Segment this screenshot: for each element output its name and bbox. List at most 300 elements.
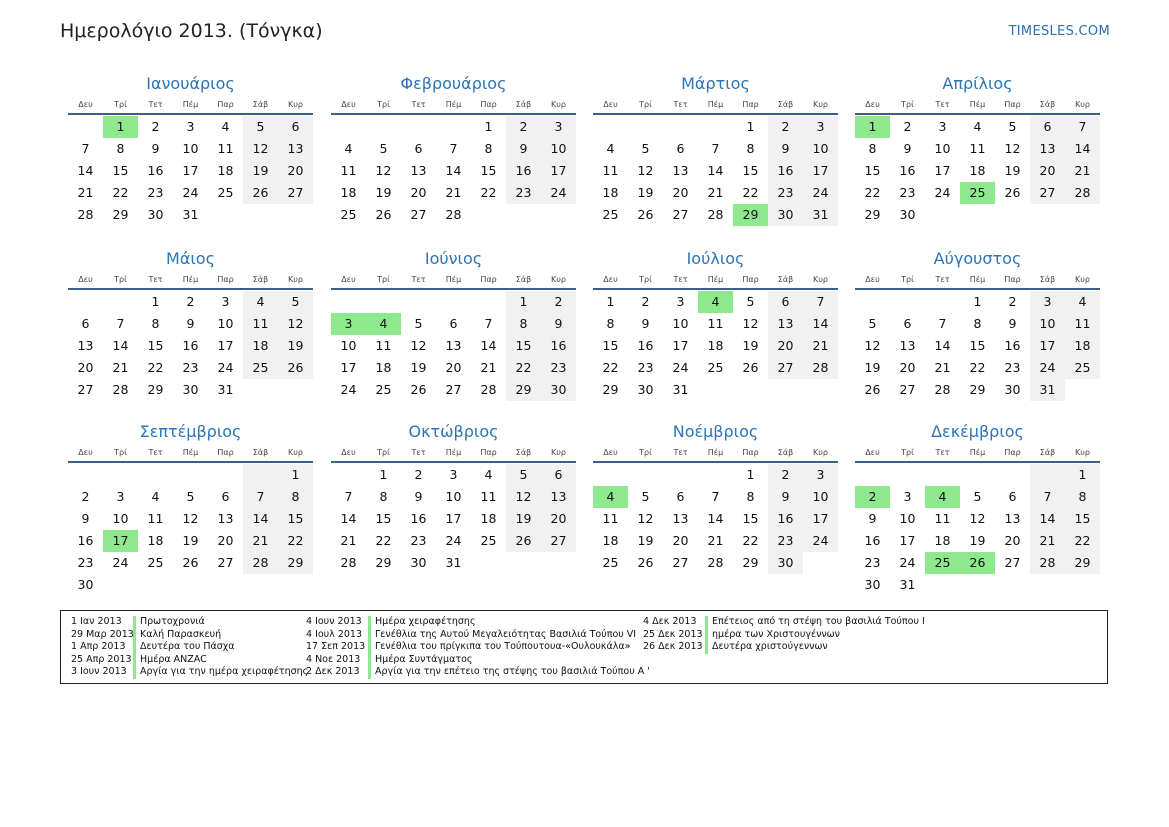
day-grid — [68, 116, 313, 226]
weekday-header — [331, 272, 576, 290]
day-cell: 4 — [243, 291, 278, 313]
weekday-label: Παρ — [480, 100, 497, 109]
legend-holiday-name: Γενέθλια της Αυτού Μεγαλειότητας Βασιλιά Τούπου VI — [368, 629, 636, 642]
empty-cell — [593, 116, 628, 138]
legend-item — [306, 616, 650, 629]
day-cell: 13 — [768, 313, 803, 335]
day-cell: 9 — [506, 138, 541, 160]
month-name: Αύγουστος — [933, 249, 1022, 268]
weekday-label: Κυρ — [1075, 275, 1090, 284]
day-cell: 28 — [803, 357, 838, 379]
day-cell: 10 — [112, 511, 129, 526]
empty-cell — [995, 464, 1030, 486]
weekday-label: Τετ — [673, 448, 688, 457]
day-cell: 3 — [803, 116, 838, 138]
day-cell: 21 — [445, 185, 462, 200]
weekday-label: Σάβ — [515, 448, 532, 457]
weekday-label: Πέμ — [969, 448, 986, 457]
day-cell: 4 — [606, 141, 615, 156]
day-cell: 28 — [480, 382, 497, 397]
day-cell: 27 — [217, 555, 234, 570]
empty-cell — [960, 464, 995, 486]
day-cell: 24 — [541, 182, 576, 204]
weekday-label: Σάβ — [777, 275, 794, 284]
day-cell: 23 — [506, 182, 541, 204]
weekday-label: Πέμ — [707, 448, 724, 457]
weekday-label: Τετ — [148, 275, 163, 284]
day-cell: 6 — [676, 489, 685, 504]
day-cell: 9 — [151, 141, 160, 156]
day-cell: 23 — [182, 360, 199, 375]
day-cell: 6 — [449, 316, 458, 331]
day-cell: 29 — [1065, 552, 1100, 574]
holiday-day-cell: 1 — [103, 116, 138, 138]
month-block — [68, 248, 313, 401]
day-cell: 26 — [243, 182, 278, 204]
day-cell: 14 — [707, 511, 724, 526]
legend-item — [643, 641, 925, 654]
day-cell: 1 — [1065, 464, 1100, 486]
empty-cell — [103, 291, 138, 313]
legend-holiday-name: Επέτειος από τη στέψη του βασιλιά Τούπου I — [705, 616, 925, 629]
day-cell: 9 — [768, 486, 803, 508]
weekday-label: Πέμ — [445, 100, 462, 109]
weekday-header — [593, 445, 838, 463]
day-cell: 18 — [602, 533, 619, 548]
day-cell: 13 — [445, 338, 462, 353]
day-cell: 5 — [243, 116, 278, 138]
day-cell: 19 — [506, 508, 541, 530]
day-cell: 30 — [899, 207, 916, 222]
month-block — [68, 421, 313, 596]
day-cell: 6 — [1030, 116, 1065, 138]
day-cell: 8 — [746, 141, 755, 156]
day-cell: 7 — [243, 486, 278, 508]
holiday-legend — [60, 610, 1108, 684]
day-cell: 6 — [676, 141, 685, 156]
day-cell: 1 — [379, 467, 388, 482]
month-name: Ιούλιος — [686, 249, 745, 268]
day-cell: 6 — [81, 316, 90, 331]
day-cell: 9 — [868, 511, 877, 526]
day-cell: 21 — [803, 335, 838, 357]
day-cell: 9 — [768, 138, 803, 160]
day-cell: 1 — [506, 291, 541, 313]
day-cell: 30 — [768, 552, 803, 574]
day-cell: 17 — [182, 163, 199, 178]
day-cell: 22 — [480, 185, 497, 200]
weekday-label: Τετ — [935, 448, 950, 457]
day-cell: 23 — [864, 555, 881, 570]
legend-date: 4 Νοε 2013 — [306, 653, 361, 665]
weekday-label: Τετ — [411, 100, 426, 109]
weekday-label: Κυρ — [288, 100, 303, 109]
day-grid — [593, 116, 838, 226]
day-cell: 3 — [938, 119, 947, 134]
weekday-label: Σάβ — [1039, 448, 1056, 457]
month-name: Φεβρουάριος — [400, 74, 507, 93]
legend-item — [71, 616, 308, 629]
day-grid — [331, 291, 576, 401]
month-name: Οκτώβριος — [408, 422, 499, 441]
day-cell: 5 — [746, 294, 755, 309]
day-cell: 9 — [414, 489, 423, 504]
legend-date: 17 Σεπ 2013 — [306, 641, 366, 652]
day-cell: 5 — [973, 489, 982, 504]
day-cell: 8 — [868, 141, 877, 156]
day-cell: 12 — [637, 163, 654, 178]
day-cell: 25 — [340, 207, 357, 222]
day-cell: 6 — [903, 316, 912, 331]
day-cell: 26 — [278, 357, 313, 379]
legend-holiday-name: Ημέρα Συντάγματος — [368, 654, 472, 667]
day-cell: 11 — [375, 338, 392, 353]
day-cell: 18 — [243, 335, 278, 357]
day-cell: 17 — [445, 511, 462, 526]
day-cell: 29 — [506, 379, 541, 401]
empty-cell — [68, 291, 103, 313]
empty-cell — [698, 464, 733, 486]
day-cell: 30 — [768, 204, 803, 226]
weekday-label: Τρί — [114, 100, 127, 109]
day-cell: 15 — [112, 163, 129, 178]
day-cell: 3 — [449, 467, 458, 482]
day-cell: 17 — [672, 338, 689, 353]
month-name: Δεκέμβριος — [931, 422, 1024, 441]
legend-date: 2 Δεκ 2013 — [306, 666, 360, 677]
day-cell: 15 — [742, 511, 759, 526]
day-cell: 28 — [243, 552, 278, 574]
day-cell: 15 — [864, 163, 881, 178]
day-cell: 27 — [278, 182, 313, 204]
day-cell: 13 — [410, 163, 427, 178]
month-name: Νοέμβριος — [672, 422, 759, 441]
day-cell: 16 — [77, 533, 94, 548]
weekday-label: Τετ — [673, 275, 688, 284]
day-cell: 30 — [77, 577, 94, 592]
weekday-label: Τετ — [148, 100, 163, 109]
day-cell: 6 — [541, 464, 576, 486]
day-cell: 26 — [1004, 185, 1021, 200]
day-cell: 20 — [1004, 533, 1021, 548]
holiday-day-cell: 29 — [733, 204, 768, 226]
day-cell: 28 — [445, 207, 462, 222]
empty-cell — [138, 464, 173, 486]
weekday-label: Δευ — [78, 100, 93, 109]
legend-holiday-name: Πρωτοχρονιά — [133, 616, 205, 629]
day-cell: 9 — [641, 316, 650, 331]
day-cell: 15 — [506, 335, 541, 357]
empty-cell — [68, 464, 103, 486]
day-cell: 11 — [340, 163, 357, 178]
day-cell: 1 — [151, 294, 160, 309]
day-cell: 14 — [340, 511, 357, 526]
day-cell: 16 — [637, 338, 654, 353]
day-cell: 29 — [147, 382, 164, 397]
empty-cell — [925, 464, 960, 486]
day-cell: 14 — [707, 163, 724, 178]
day-cell: 8 — [116, 141, 125, 156]
day-cell: 31 — [1030, 379, 1065, 401]
day-grid — [855, 291, 1100, 401]
weekday-label: Δευ — [78, 275, 93, 284]
day-cell: 18 — [480, 511, 497, 526]
day-cell: 27 — [1004, 555, 1021, 570]
day-cell: 28 — [707, 555, 724, 570]
day-cell: 9 — [903, 141, 912, 156]
day-cell: 4 — [221, 119, 230, 134]
weekday-header — [855, 97, 1100, 115]
day-cell: 26 — [375, 207, 392, 222]
day-cell: 15 — [147, 338, 164, 353]
day-cell: 7 — [484, 316, 493, 331]
day-cell: 19 — [969, 533, 986, 548]
day-cell: 12 — [182, 511, 199, 526]
holiday-day-cell: 25 — [925, 552, 960, 574]
day-cell: 18 — [707, 338, 724, 353]
weekday-label: Τρί — [639, 100, 652, 109]
day-cell: 31 — [899, 577, 916, 592]
day-cell: 21 — [1065, 160, 1100, 182]
day-cell: 13 — [1030, 138, 1065, 160]
legend-holiday-name: Δευτέρα χριστούγεννων — [705, 641, 828, 654]
day-cell: 23 — [147, 185, 164, 200]
weekday-label: Τετ — [673, 100, 688, 109]
day-cell: 19 — [375, 185, 392, 200]
day-cell: 7 — [938, 316, 947, 331]
day-cell: 26 — [864, 382, 881, 397]
day-cell: 2 — [768, 116, 803, 138]
day-cell: 11 — [707, 316, 724, 331]
weekday-label: Δευ — [865, 100, 880, 109]
day-cell: 20 — [672, 185, 689, 200]
day-cell: 13 — [77, 338, 94, 353]
legend-item — [71, 666, 308, 679]
day-cell: 9 — [186, 316, 195, 331]
day-cell: 30 — [147, 207, 164, 222]
day-cell: 11 — [602, 163, 619, 178]
day-grid — [855, 116, 1100, 226]
weekday-label: Παρ — [742, 448, 759, 457]
day-cell: 18 — [934, 533, 951, 548]
day-cell: 6 — [278, 116, 313, 138]
day-cell: 21 — [934, 360, 951, 375]
day-cell: 25 — [602, 207, 619, 222]
empty-cell — [401, 291, 436, 313]
weekday-label: Πέμ — [969, 100, 986, 109]
day-cell: 31 — [672, 382, 689, 397]
month-block — [331, 73, 576, 226]
legend-item — [71, 654, 308, 667]
holiday-day-cell: 4 — [925, 486, 960, 508]
legend-holiday-name: Αργία για την επέτειο της στέψης του βασιλιά Τούπου Α ' — [368, 666, 650, 679]
day-cell: 12 — [637, 511, 654, 526]
day-cell: 19 — [182, 533, 199, 548]
day-cell: 2 — [151, 119, 160, 134]
day-cell: 28 — [1065, 182, 1100, 204]
weekday-label: Τρί — [377, 100, 390, 109]
day-cell: 17 — [541, 160, 576, 182]
day-cell: 10 — [803, 486, 838, 508]
day-cell: 28 — [112, 382, 129, 397]
day-cell: 17 — [803, 160, 838, 182]
weekday-label: Δευ — [341, 448, 356, 457]
day-cell: 3 — [903, 489, 912, 504]
day-cell: 12 — [969, 511, 986, 526]
day-cell: 6 — [221, 489, 230, 504]
day-cell: 26 — [637, 207, 654, 222]
weekday-label: Κυρ — [1075, 100, 1090, 109]
weekday-header — [593, 97, 838, 115]
day-cell: 17 — [217, 338, 234, 353]
day-cell: 14 — [480, 338, 497, 353]
legend-holiday-name: Δευτέρα του Πάσχα — [133, 641, 235, 654]
day-cell: 24 — [803, 182, 838, 204]
holiday-day-cell: 1 — [855, 116, 890, 138]
day-cell: 8 — [484, 141, 493, 156]
day-cell: 18 — [602, 185, 619, 200]
day-cell: 30 — [637, 382, 654, 397]
holiday-day-cell: 4 — [698, 291, 733, 313]
weekday-label: Τρί — [901, 275, 914, 284]
day-grid — [331, 464, 576, 574]
day-cell: 22 — [969, 360, 986, 375]
day-cell: 27 — [445, 382, 462, 397]
day-cell: 19 — [864, 360, 881, 375]
day-cell: 24 — [672, 360, 689, 375]
day-cell: 25 — [602, 555, 619, 570]
month-name: Μάιος — [166, 249, 215, 268]
day-cell: 5 — [641, 489, 650, 504]
day-cell: 16 — [899, 163, 916, 178]
month-block — [855, 421, 1100, 596]
month-block — [68, 73, 313, 226]
day-cell: 13 — [672, 163, 689, 178]
legend-date: 4 Ιουν 2013 — [306, 616, 362, 627]
day-cell: 14 — [803, 313, 838, 335]
empty-cell — [663, 464, 698, 486]
day-cell: 17 — [934, 163, 951, 178]
legend-holiday-name: Καλή Παρασκευή — [133, 629, 221, 642]
empty-cell — [436, 291, 471, 313]
weekday-label: Τρί — [639, 448, 652, 457]
day-cell: 22 — [112, 185, 129, 200]
legend-item — [306, 641, 650, 654]
day-cell: 24 — [217, 360, 234, 375]
day-cell: 2 — [1008, 294, 1017, 309]
day-cell: 5 — [186, 489, 195, 504]
day-cell: 22 — [1065, 530, 1100, 552]
day-cell: 21 — [1030, 530, 1065, 552]
day-cell: 19 — [410, 360, 427, 375]
weekday-label: Σάβ — [1039, 100, 1056, 109]
day-grid — [593, 464, 838, 574]
site-link[interactable]: TIMESLES.COM — [1008, 24, 1110, 39]
weekday-label: Σάβ — [777, 448, 794, 457]
day-cell: 5 — [278, 291, 313, 313]
month-name: Ιανουάριος — [146, 74, 235, 93]
day-cell: 4 — [484, 467, 493, 482]
day-cell: 18 — [147, 533, 164, 548]
day-cell: 15 — [375, 511, 392, 526]
day-cell: 23 — [1004, 360, 1021, 375]
day-cell: 19 — [637, 533, 654, 548]
day-cell: 8 — [379, 489, 388, 504]
day-cell: 2 — [768, 464, 803, 486]
empty-cell — [855, 291, 890, 313]
day-cell: 21 — [480, 360, 497, 375]
day-cell: 16 — [541, 335, 576, 357]
day-cell: 10 — [934, 141, 951, 156]
weekday-label: Τετ — [935, 275, 950, 284]
day-cell: 30 — [864, 577, 881, 592]
empty-cell — [366, 116, 401, 138]
day-cell: 30 — [541, 379, 576, 401]
weekday-label: Σάβ — [515, 100, 532, 109]
day-grid — [593, 291, 838, 401]
day-cell: 10 — [899, 511, 916, 526]
day-cell: 20 — [77, 360, 94, 375]
legend-item — [643, 629, 925, 642]
day-cell: 23 — [637, 360, 654, 375]
day-cell: 15 — [480, 163, 497, 178]
weekday-label: Πέμ — [707, 275, 724, 284]
day-cell: 20 — [445, 360, 462, 375]
weekday-header — [68, 445, 313, 463]
day-cell: 5 — [641, 141, 650, 156]
weekday-label: Κυρ — [551, 448, 566, 457]
day-cell: 13 — [278, 138, 313, 160]
day-cell: 27 — [672, 207, 689, 222]
day-cell: 30 — [410, 555, 427, 570]
day-cell: 23 — [768, 530, 803, 552]
legend-column — [643, 616, 925, 654]
day-cell: 21 — [112, 360, 129, 375]
day-cell: 2 — [641, 294, 650, 309]
weekday-header — [331, 445, 576, 463]
weekday-label: Παρ — [1004, 275, 1021, 284]
weekday-header — [331, 97, 576, 115]
holiday-day-cell: 4 — [593, 486, 628, 508]
weekday-label: Παρ — [217, 100, 234, 109]
day-cell: 14 — [1065, 138, 1100, 160]
empty-cell — [366, 291, 401, 313]
day-cell: 27 — [410, 207, 427, 222]
day-cell: 15 — [602, 338, 619, 353]
legend-holiday-name: Αργία για την ημέρα χειραφέτησης — [133, 666, 308, 679]
weekday-label: Δευ — [341, 100, 356, 109]
day-cell: 22 — [742, 185, 759, 200]
day-cell: 8 — [973, 316, 982, 331]
month-name: Ιούνιος — [424, 249, 483, 268]
day-cell: 4 — [1065, 291, 1100, 313]
day-cell: 24 — [182, 185, 199, 200]
day-cell: 14 — [934, 338, 951, 353]
day-cell: 5 — [868, 316, 877, 331]
legend-item — [71, 629, 308, 642]
day-cell: 21 — [340, 533, 357, 548]
weekday-label: Παρ — [742, 275, 759, 284]
day-cell: 6 — [414, 141, 423, 156]
day-cell: 20 — [278, 160, 313, 182]
day-cell: 17 — [340, 360, 357, 375]
day-cell: 16 — [768, 508, 803, 530]
weekday-label: Σάβ — [777, 100, 794, 109]
weekday-label: Σάβ — [515, 275, 532, 284]
day-cell: 23 — [899, 185, 916, 200]
day-cell: 22 — [864, 185, 881, 200]
weekday-label: Πέμ — [445, 275, 462, 284]
